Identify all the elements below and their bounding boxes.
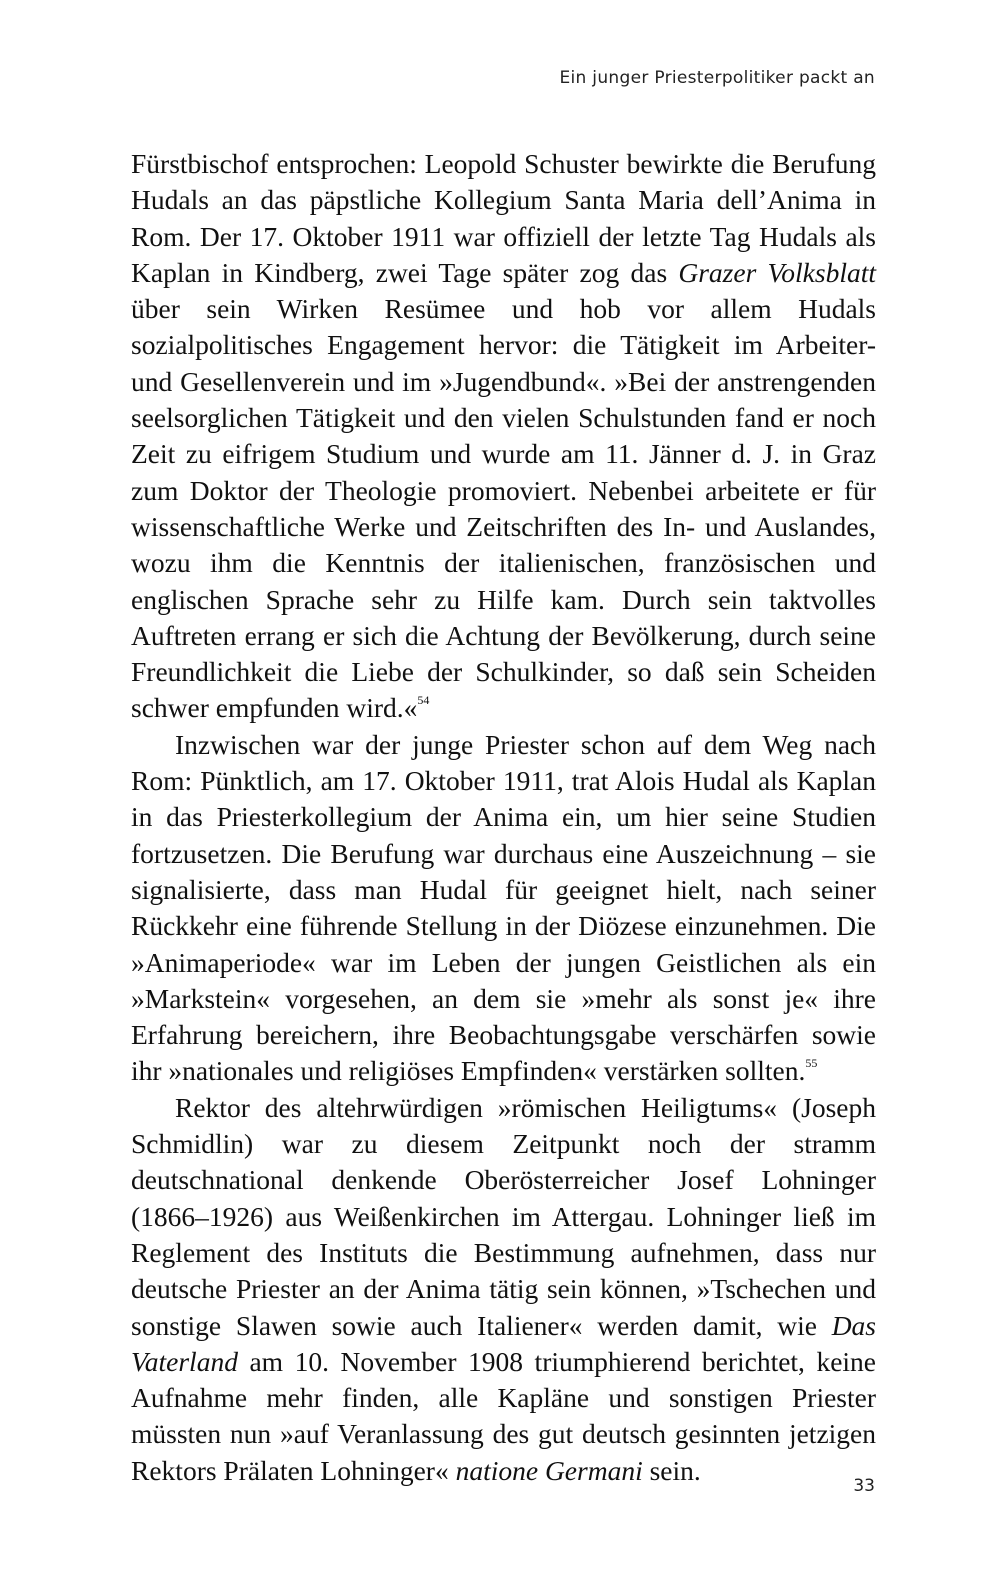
paragraph-2 <box>131 727 876 1090</box>
paragraph-3 <box>131 1090 876 1489</box>
text-segment: sein. <box>642 1454 701 1486</box>
page-number: 33 <box>853 1476 875 1496</box>
text-segment: Fürstbischof entsprochen: Leopold Schuster bewirkte die Berufung Hudals an das päpstliche Kollegium Santa Maria dell’Anima in Rom. Der 17. Oktober 1911 war offiziell der letzte Tag Hudals als Kaplan in Kindberg, zwei Tage später zog das <box>131 148 876 288</box>
footnote-marker-54[interactable]: 54 <box>417 693 430 708</box>
paragraph-1 <box>131 146 876 727</box>
italic-latin-phrase: natione Germani <box>455 1454 643 1486</box>
italic-title-das-vaterland: Das Vaterland <box>131 1309 876 1377</box>
text-segment: Rektor des altehrwürdigen »römischen Heiligtums« (Joseph Schmidlin) war zu diesem Zeitpunkt noch der stramm deutschnational denkende Oberösterreicher Josef Lohninger (1866–1926) aus Weißenkirchen im Attergau. Lohninger ließ im Reglement des Instituts die Bestimmung aufnehmen, dass nur deutsche Priester an der Anima tätig sein können, »Tschechen und sonstige Slawen sowie auch Italiener« werden damit, wie <box>131 1091 876 1341</box>
text-segment: über sein Wirken Resümee und hob vor allem Hudals sozialpolitisches Engagement hervor: die Tätigkeit im Arbeiter- und Gesellenverein und im »Jugendbund«. »Bei der anstrengenden seelsorglichen Tätigkeit und den vielen Schulstunden fand er noch Zeit zu eifrigem Studium und wurde am 11. Jänner d. J. in Graz zum Doktor der Theologie promoviert. Nebenbei arbeitete er für wissenschaftliche Werke und Zeitschriften des In- und Auslandes, wozu ihm die Kenntnis der italienischen, französischen und englischen Sprache sehr zu Hilfe kam. Durch sein taktvolles Auftreten errang er sich die Achtung der Bevölkerung, durch seine Freundlichkeit die Liebe der Schulkinder, so daß sein Scheiden schwer empfunden wird.« <box>131 293 876 724</box>
text-segment: Inzwischen war der junge Priester schon auf dem Weg nach Rom: Pünktlich, am 17. Oktober 1911, trat Alois Hudal als Kaplan in das Priesterkollegium der Anima ein, um hier seine Studien fortzusetzen. Die Berufung war durchaus eine Auszeichnung – sie signalisierte, dass man Hudal für geeignet hielt, nach seiner Rückkehr eine führende Stellung in der Diözese einzunehmen. Die »Animaperiode« war im Leben der jungen Geistlichen als ein »Markstein« vorgesehen, an dem sie »mehr als sonst je« ihre Erfahrung bereichern, ihre Beobachtungsgabe verschärfen sowie ihr »nationales und religiöses Empfinden« verstärken sollten. <box>131 728 876 1087</box>
text-segment: am 10. November 1908 triumphierend berichtet, keine Aufnahme mehr finden, alle Kapläne und sonstigen Priester müssten nun »auf Veranlassung des gut deutsch gesinnten jetzigen Rektors Prälaten Lohninger« <box>131 1345 876 1486</box>
footnote-marker-55[interactable]: 55 <box>805 1056 818 1071</box>
running-head: Ein junger Priesterpolitiker packt an <box>559 68 875 88</box>
body-text <box>131 146 876 1489</box>
italic-title-grazer-volksblatt: Grazer Volksblatt <box>678 256 876 288</box>
